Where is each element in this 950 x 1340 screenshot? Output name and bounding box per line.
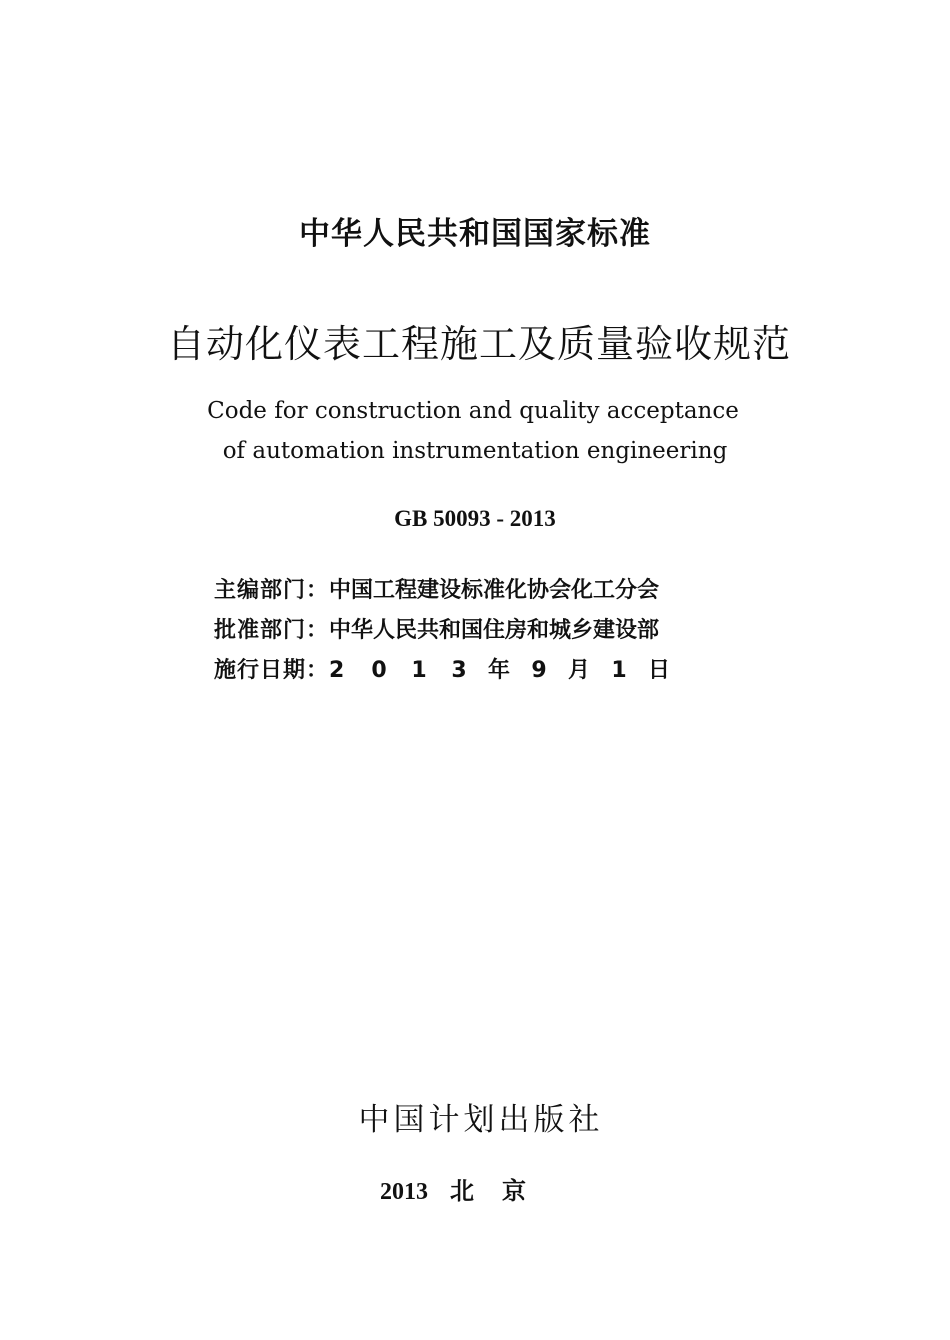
title-chinese: 自动化仪表工程施工及质量验收规范: [166, 322, 791, 366]
approval-line: [214, 613, 734, 644]
publication-place-year: [0, 1171, 942, 1206]
national-standard-heading: 中华人民共和国国家标准: [299, 216, 651, 252]
publication-city: 北京: [450, 1177, 554, 1205]
title-english-line-1: Code for construction and quality acceptance: [207, 398, 739, 424]
chief-editor-line: [214, 573, 734, 604]
chief-editor-value: 中国工程建设标准化协会化工分会: [329, 578, 660, 603]
date-char: 1: [611, 658, 627, 683]
date-char: 0: [371, 658, 387, 683]
date-char: 2: [329, 658, 345, 683]
date-char: 1: [411, 658, 427, 683]
chief-editor-label: 主编部门：: [214, 578, 330, 603]
effective-date-value: [329, 653, 679, 684]
date-char: 日: [648, 658, 671, 683]
effective-date-line: [214, 653, 734, 684]
date-char: 月: [568, 658, 591, 683]
date-char: 年: [488, 658, 511, 683]
standard-number: GB 50093 - 2013: [394, 506, 556, 531]
title-english-line-2: of automation instrumentation engineering: [222, 438, 728, 464]
publisher: 中国计划出版社: [358, 1102, 604, 1138]
publication-year: 2013: [380, 1179, 428, 1205]
date-char: 9: [531, 658, 547, 683]
approval-label: 批准部门：: [214, 618, 330, 643]
effective-date-label: 施行日期：: [214, 658, 330, 683]
date-char: 3: [451, 658, 467, 683]
approval-value: 中华人民共和国住房和城乡建设部: [329, 618, 660, 643]
